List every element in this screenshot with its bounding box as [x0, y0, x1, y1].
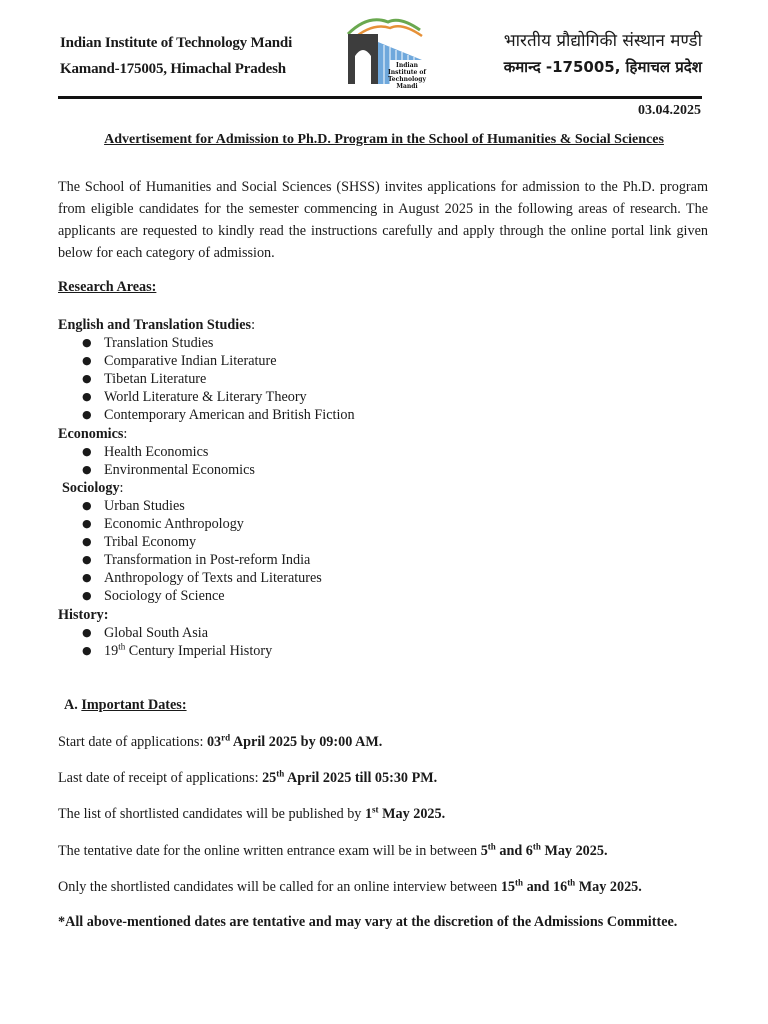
research-areas-heading: Research Areas:: [58, 279, 157, 295]
address-hi: कमान्द -175005, हिमाचल प्रदेश: [503, 58, 702, 76]
header-divider: [58, 96, 702, 99]
institute-name-en: Indian Institute of Technology Mandi: [60, 35, 293, 51]
history-items: [58, 624, 708, 660]
list-item: ● Global South Asia: [82, 624, 708, 642]
list-item: ● Translation Studies: [82, 334, 708, 352]
address-en: Kamand-175005, Himachal Pradesh: [60, 61, 286, 77]
list-item: ● Sociology of Science: [82, 587, 708, 605]
important-dates-heading: A. Important Dates:: [64, 697, 187, 713]
list-item: ● Urban Studies: [82, 497, 708, 515]
header-hindi: [504, 28, 702, 80]
iit-mandi-logo: [338, 12, 428, 94]
date-exam: The tentative date for the online written entrance exam will be in between 5th and 6th May 2025.: [58, 841, 608, 859]
list-item: ● World Literature & Literary Theory: [82, 388, 708, 406]
logo-text-2: Institute of: [388, 69, 426, 76]
category-history: History:: [58, 606, 109, 623]
list-item: ● Environmental Economics: [82, 461, 708, 479]
tentative-dates-note: *All above-mentioned dates are tentative and may vary at the discretion of the Admissions Committee.: [58, 914, 678, 930]
list-item: ● Anthropology of Texts and Literatures: [82, 569, 708, 587]
category-economics: Economics:: [58, 425, 128, 442]
english-items: [58, 334, 708, 424]
date-start: Start date of applications: 03rd April 2025 by 09:00 AM.: [58, 732, 383, 750]
intro-paragraph: The School of Humanities and Social Sciences (SHSS) invites applications for admission to the Ph.D. program from eligible candidates for the semester commencing in August 2025 in the following areas of research. The applicants are requested to kindly read the instructions carefully and apply through the online portal link given below for each category of admission.: [58, 179, 708, 261]
list-item: ● Health Economics: [82, 443, 708, 461]
sociology-items: [58, 497, 708, 606]
economics-items: [58, 443, 708, 479]
list-item: ● Economic Anthropology: [82, 515, 708, 533]
document-date: 03.04.2025: [638, 103, 701, 118]
institute-name-hi: भारतीय प्रौद्योगिकी संस्थान मण्डी: [503, 31, 702, 51]
header-english: [60, 30, 292, 82]
research-areas-list: [58, 316, 708, 660]
date-shortlist: The list of shortlisted candidates will be published by 1st May 2025.: [58, 804, 446, 822]
category-sociology: Sociology:: [62, 479, 124, 496]
list-item: ● Transformation in Post-reform India: [82, 551, 708, 569]
logo-text-4: Mandi: [396, 83, 418, 90]
date-last: Last date of receipt of applications: 25th April 2025 till 05:30 PM.: [58, 768, 438, 786]
logo-text-3: Technology: [388, 76, 426, 83]
category-english: English and Translation Studies:: [58, 317, 256, 333]
list-item: ● Contemporary American and British Fiction: [82, 406, 708, 424]
list-item: ● 19th Century Imperial History: [82, 642, 708, 660]
list-item: ● Tibetan Literature: [82, 370, 708, 388]
list-item: ● Tribal Economy: [82, 533, 708, 551]
logo-text-1: Indian: [396, 62, 418, 69]
list-item: ● Comparative Indian Literature: [82, 352, 708, 370]
advertisement-title: Advertisement for Admission to Ph.D. Program in the School of Humanities & Social Sciences: [104, 132, 664, 147]
date-interview: Only the shortlisted candidates will be called for an online interview between 15th and 16th May 2025.: [58, 877, 642, 895]
